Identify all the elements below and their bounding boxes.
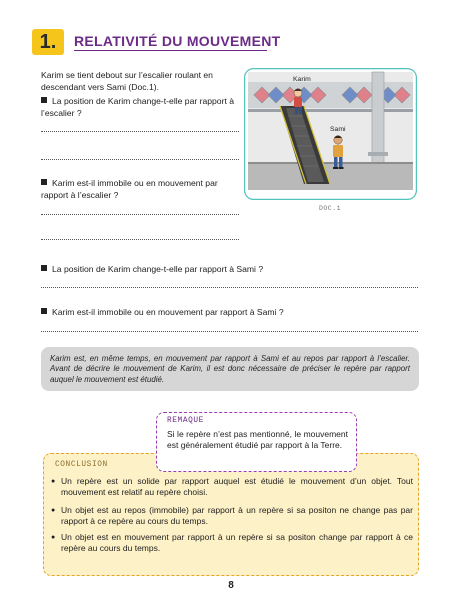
escalator-illustration [244, 68, 417, 200]
remark-text: Si le repère n’est pas mentionné, le mouvement est généralement étudié par rapport à la Terre. [167, 429, 348, 451]
question-1-text: La position de Karim change-t-elle par rapport à l’escalier ? [41, 96, 235, 118]
question-3 [41, 263, 421, 275]
sami-label: Sami [330, 126, 346, 133]
question-3-text: La position de Karim change-t-elle par rapport à Sami ? [52, 264, 264, 274]
section-title: RELATIVITÉ DU MOUVEMENT [74, 33, 281, 49]
answer-line[interactable] [41, 331, 418, 332]
question-4 [41, 306, 421, 318]
question-2 [41, 177, 237, 201]
section-number: 1. [39, 30, 57, 53]
title-underline [74, 50, 267, 51]
conclusion-item: ● Un objet est au repos (immobile) par rapport à un repère si sa positon ne change pas par rapport à ce repère au cours du temps. [51, 505, 413, 528]
question-1 [41, 95, 237, 119]
answer-line[interactable] [41, 287, 418, 288]
question-4-text: Karim est-il immobile ou en mouvement par rapport à Sami ? [52, 307, 284, 317]
intro-text: Karim se tient debout sur l’escalier roulant en descendant vers Sami (Doc.1). [41, 70, 213, 92]
bullet-square-icon [41, 97, 47, 103]
section-number-badge [32, 29, 64, 55]
figure-caption: DOC.1 [319, 205, 342, 212]
answer-line[interactable] [41, 131, 239, 132]
note-box [41, 347, 419, 391]
bullet-square-icon [41, 265, 47, 271]
remark-title: REMAQUE [167, 417, 204, 425]
question-2-text: Karim est-il immobile ou en mouvement par rapport à l’escalier ? [41, 178, 218, 200]
bullet-square-icon [41, 179, 47, 185]
answer-line[interactable] [41, 159, 239, 160]
answer-line[interactable] [41, 214, 239, 215]
conclusion-item: ● Un objet est en mouvement par rapport à un repère si sa positon change par rapport à ce repère au cours du temps. [51, 532, 413, 555]
conclusion-item: ● Un repère est un solide par rapport auquel est étudié le mouvement d’un objet. Tout mouvement est relatif au repère choisi. [51, 476, 413, 499]
answer-line[interactable] [41, 239, 239, 240]
karim-label: Karim [293, 76, 311, 83]
page-number: 8 [228, 580, 234, 591]
note-text: Karim est, en même temps, en mouvement par rapport à Sami et au repos par rapport à l’escalier. Avant de décrire le mouvement de Karim, il est donc nécessaire de préciser le repère par rapport auquel le mouvement est étudié. [50, 354, 410, 384]
bullet-square-icon [41, 308, 47, 314]
conclusion-title: CONCLUSION [55, 461, 108, 469]
